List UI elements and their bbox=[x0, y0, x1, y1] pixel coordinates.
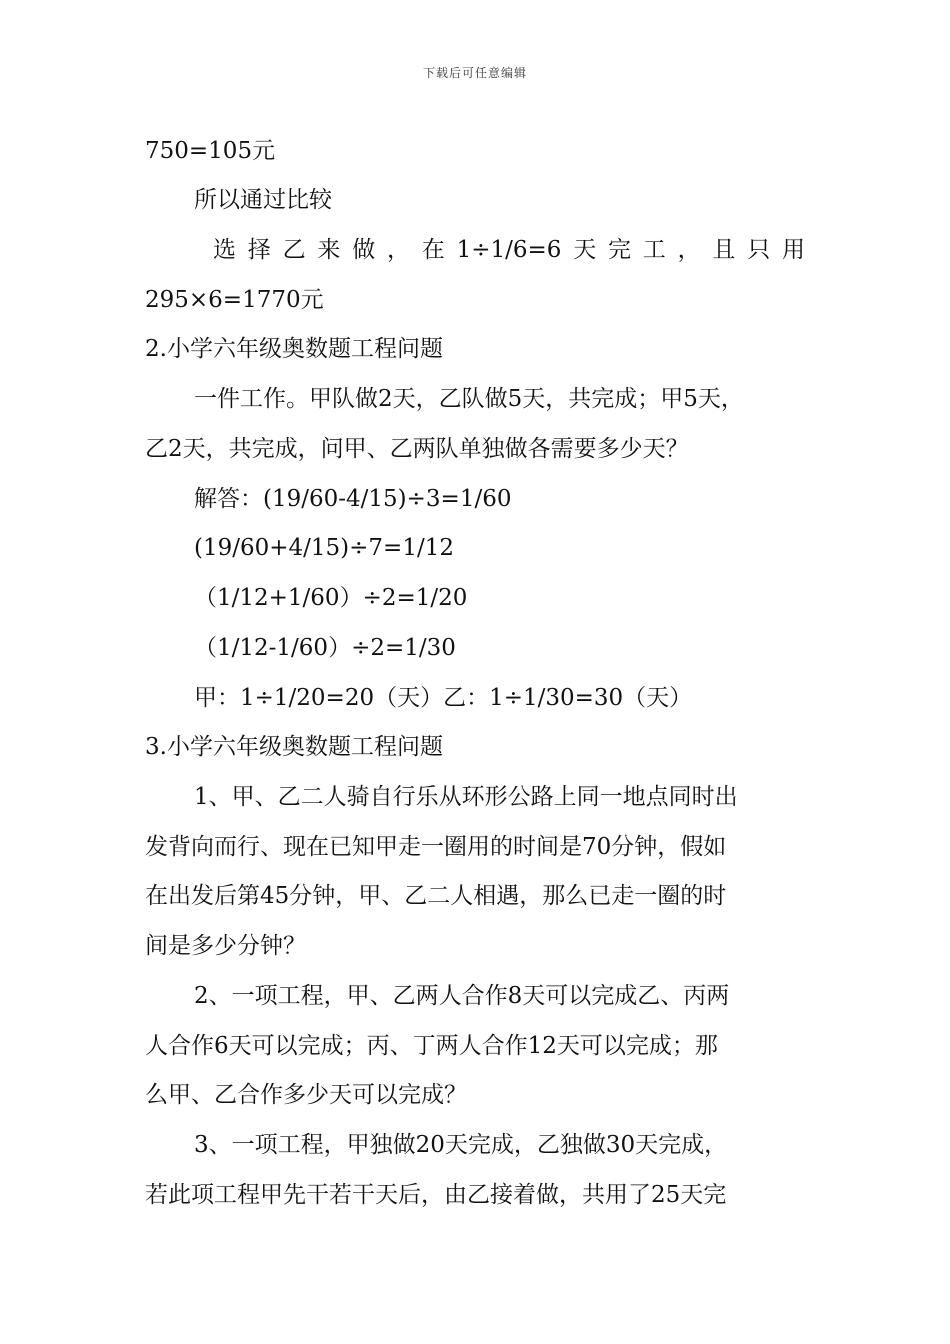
text-token: 在 bbox=[421, 237, 445, 263]
text-line: 么甲、乙合作多少天可以完成？ bbox=[145, 1082, 467, 1108]
text-token: 1÷1/6=6 bbox=[456, 237, 562, 263]
text-token: ， bbox=[677, 237, 701, 263]
text-token: 来 bbox=[317, 237, 341, 263]
text-line: （1/12-1/60）÷2=1/30 bbox=[194, 635, 456, 661]
text-line: 间是多少分钟？ bbox=[145, 933, 306, 959]
text-line: 若此项工程甲先干若干天后，由乙接着做，共用了25天完 bbox=[145, 1182, 727, 1208]
text-line: 3、一项工程，甲独做20天完成，乙独做30天完成， bbox=[194, 1132, 728, 1158]
page-header-note: 下载后可任意编辑 bbox=[422, 66, 527, 80]
section-heading: 2.小学六年级奥数题工程问题 bbox=[145, 336, 443, 362]
text-line: (19/60+4/15)÷7=1/12 bbox=[194, 535, 454, 561]
justified-text-line bbox=[213, 235, 805, 265]
text-token: 工 bbox=[642, 237, 666, 263]
text-line: 所以通过比较 bbox=[194, 187, 332, 213]
text-token: 用 bbox=[781, 237, 805, 263]
text-line: 一件工作。甲队做2天，乙队做5天，共完成；甲5天， bbox=[194, 386, 744, 412]
text-token: 择 bbox=[247, 237, 271, 263]
text-line: 在出发后第45分钟，甲、乙二人相遇，那么已走一圈的时 bbox=[145, 883, 727, 909]
text-token: 选 bbox=[213, 237, 236, 263]
text-line: 295×6=1770元 bbox=[145, 287, 324, 313]
text-token: 乙 bbox=[282, 237, 306, 263]
text-token: ， bbox=[386, 237, 410, 263]
text-line: （1/12+1/60）÷2=1/20 bbox=[194, 585, 468, 611]
text-line: 1、甲、乙二人骑自行乐从环形公路上同一地点同时出 bbox=[194, 784, 738, 810]
text-line: 人合作6天可以完成；丙、丁两人合作12天可以完成；那 bbox=[145, 1033, 718, 1059]
text-token: 完 bbox=[608, 237, 631, 263]
text-token: 只 bbox=[747, 237, 771, 263]
text-line: 2、一项工程，甲、乙两人合作8天可以完成乙、丙两 bbox=[194, 983, 730, 1009]
text-token: 做 bbox=[352, 237, 376, 263]
text-line: 甲：1÷1/20=20（天）乙：1÷1/30=30（天） bbox=[194, 685, 693, 711]
text-line: 发背向而行、现在已知甲走一圈用的时间是70分钟，假如 bbox=[145, 834, 727, 860]
text-line: 解答：(19/60-4/15)÷3=1/60 bbox=[194, 486, 512, 512]
text-line: 乙2天，共完成，问甲、乙两队单独做各需要多少天？ bbox=[145, 436, 689, 462]
section-heading: 3.小学六年级奥数题工程问题 bbox=[145, 734, 443, 760]
text-token: 且 bbox=[712, 237, 736, 263]
text-token: 天 bbox=[573, 237, 597, 263]
text-line: 750=105元 bbox=[145, 138, 276, 164]
